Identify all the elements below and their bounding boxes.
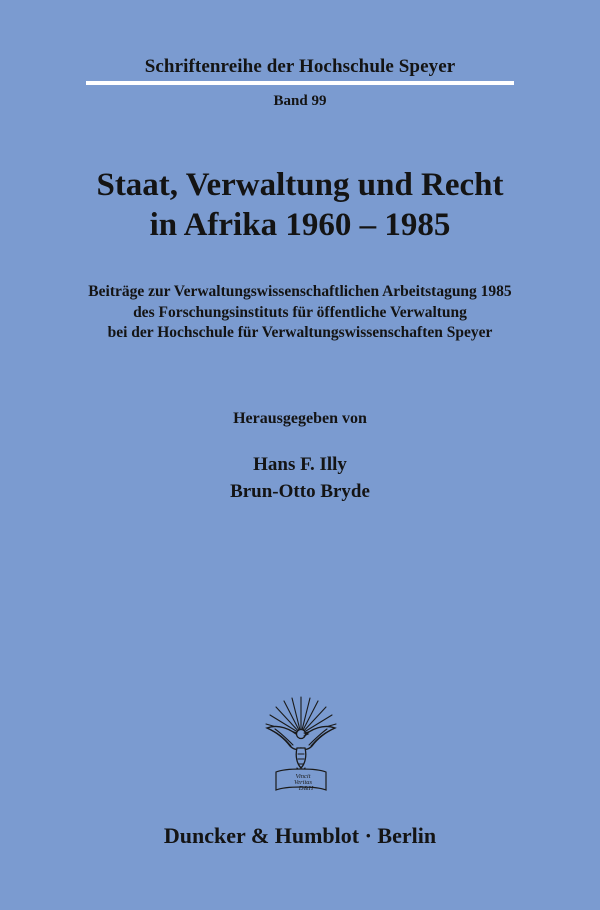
eagle-emblem-icon [262, 694, 340, 794]
subtitle-line-1: Beiträge zur Verwaltungswissenschaftlichen Arbeitstagung 1985 [88, 283, 512, 300]
editor-list [0, 451, 600, 505]
volume-number: Band 99 [273, 93, 327, 109]
editor-name: Hans F. Illy [253, 454, 347, 475]
editor-name: Brun-Otto Bryde [230, 481, 370, 502]
logo-text-line: D&H [298, 785, 314, 792]
logo-text-line: Vincit [295, 773, 311, 780]
subtitle-line-2: des Forschungsinstituts für öffentliche Verwaltung [133, 303, 467, 321]
editor-label: Herausgegeben von [233, 410, 367, 427]
title-line-2: in Afrika 1960 – 1985 [149, 207, 451, 243]
publisher-imprint: Duncker & Humblot · Berlin [163, 823, 437, 848]
book-title [0, 165, 600, 245]
title-line-1: Staat, Verwaltung und Recht [96, 167, 504, 203]
divider-rule [86, 81, 514, 85]
logo-text-line: Veritas [293, 779, 313, 786]
book-subtitle [0, 282, 600, 344]
series-title: Schriftenreihe der Hochschule Speyer [144, 56, 456, 77]
subtitle-line-3: bei der Hochschule für Verwaltungswissenschaften Speyer [107, 324, 493, 341]
